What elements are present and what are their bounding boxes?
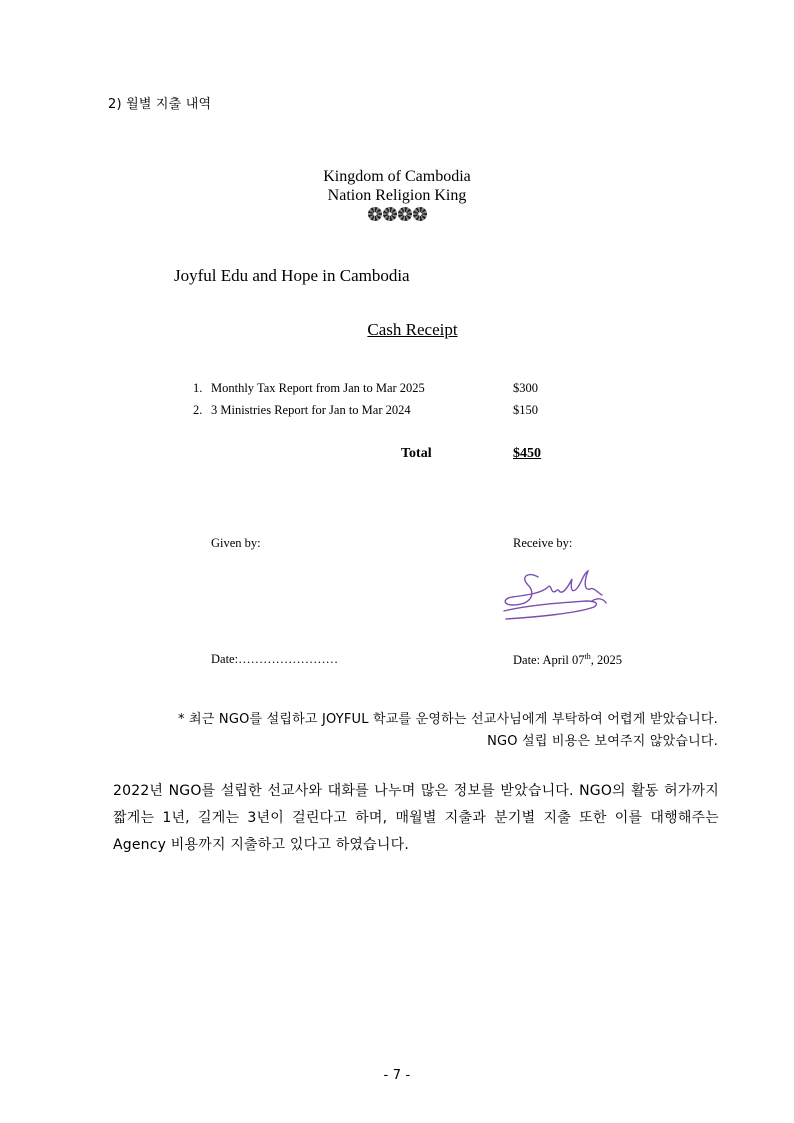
signature-image bbox=[498, 565, 613, 625]
receive-by-label: Receive by: bbox=[513, 536, 573, 550]
date-right bbox=[513, 652, 622, 668]
total-value: $450 bbox=[513, 446, 541, 461]
note-line: NGO 설립 비용은 보여주지 않았습니다. bbox=[487, 734, 718, 749]
note-line: * 최근 NGO를 설립하고 JOYFUL 학교를 운영하는 선교사님에게 부탁하여 어렵게 받았습니다. bbox=[178, 712, 718, 727]
total-label: Total bbox=[401, 446, 432, 461]
date-prefix: Date: April 07 bbox=[513, 653, 585, 668]
item-amount: $300 bbox=[513, 381, 538, 395]
seal-ornament bbox=[0, 207, 794, 221]
item-description: 3 Ministries Report for Jan to Mar 2024 bbox=[211, 403, 411, 417]
seal-icon bbox=[398, 207, 412, 221]
given-by-label: Given by: bbox=[211, 536, 261, 550]
item-number: 2. bbox=[193, 403, 203, 417]
header-line-kingdom: Kingdom of Cambodia bbox=[323, 168, 471, 185]
seal-icon bbox=[368, 207, 382, 221]
date-year: , 2025 bbox=[590, 653, 622, 668]
seal-icon bbox=[413, 207, 427, 221]
header-line-motto: Nation Religion King bbox=[327, 187, 467, 204]
receipt-header bbox=[0, 167, 794, 221]
item-amount: $150 bbox=[513, 403, 538, 417]
body-paragraph: 2022년 NGO를 설립한 선교사와 대화를 나누며 많은 정보를 받았습니다. NGO의 활동 허가까지 짧게는 1년, 길게는 3년이 걸린다고 하며, 매월별 지출과 분기별 지출 또한 이를 대행해주는 Agency 비용까지 지출하고 있다고 하였습니다. bbox=[113, 783, 719, 853]
date-suffix: th bbox=[584, 652, 591, 661]
organization-name: Joyful Edu and Hope in Cambodia bbox=[174, 266, 410, 285]
section-heading: 2) 월별 지출 내역 bbox=[108, 97, 212, 112]
date-left: Date:…………………… bbox=[211, 652, 339, 666]
receipt-title: Cash Receipt bbox=[367, 320, 458, 339]
page-number: - 7 - bbox=[383, 1068, 411, 1083]
item-description: Monthly Tax Report from Jan to Mar 2025 bbox=[211, 381, 425, 395]
seal-icon bbox=[383, 207, 397, 221]
item-number: 1. bbox=[193, 381, 203, 395]
